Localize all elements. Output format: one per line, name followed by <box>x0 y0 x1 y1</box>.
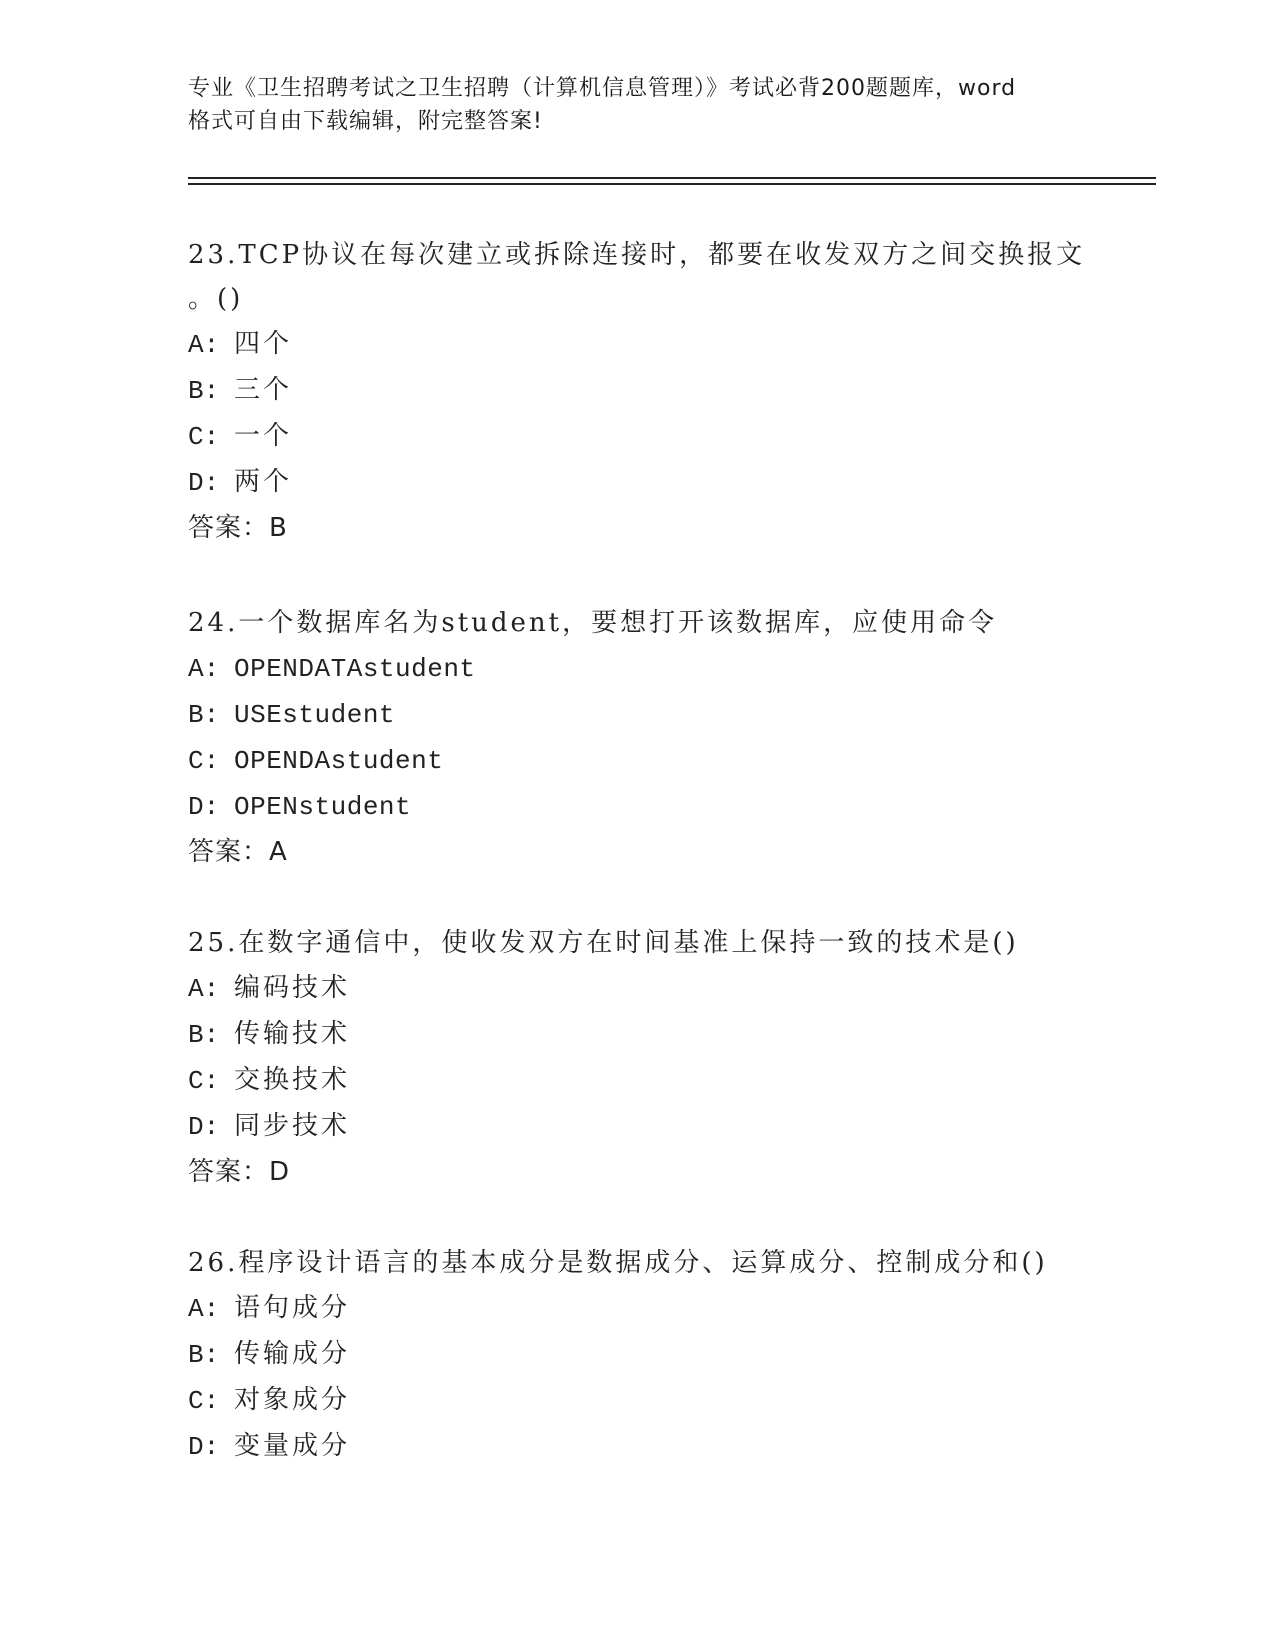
option-text: 传输技术 <box>234 1019 351 1049</box>
option-letter: B: <box>188 1020 220 1050</box>
document-header <box>188 72 1088 138</box>
option-letter: A: <box>188 330 220 360</box>
question-24 <box>188 601 1088 875</box>
option-text: OPENDAstudent <box>234 746 444 776</box>
option-letter: D: <box>188 1112 220 1142</box>
option-text: 语句成分 <box>234 1293 351 1323</box>
option-c <box>188 1377 1088 1423</box>
option-text: OPENstudent <box>234 792 412 822</box>
option-letter: A: <box>188 1294 220 1324</box>
option-letter: C: <box>188 1386 220 1416</box>
option-text: USEstudent <box>234 700 396 730</box>
option-letter: D: <box>188 1432 220 1462</box>
option-letter: C: <box>188 422 220 452</box>
option-a <box>188 965 1088 1011</box>
option-b <box>188 1331 1088 1377</box>
question-stem: 24.一个数据库名为student，要想打开该数据库，应使用命令 <box>188 608 998 638</box>
option-text: 四个 <box>234 329 293 359</box>
option-text: 变量成分 <box>234 1431 351 1461</box>
answer-line: 答案：A <box>188 837 288 867</box>
header-line-1: 专业《卫生招聘考试之卫生招聘（计算机信息管理）》考试必背200题题库，word <box>188 76 1017 101</box>
option-a <box>188 1285 1088 1331</box>
option-letter: D: <box>188 468 220 498</box>
question-23 <box>188 233 1088 551</box>
option-text: 编码技术 <box>234 973 351 1003</box>
option-d <box>188 459 1088 505</box>
option-letter: A: <box>188 654 220 684</box>
option-text: 一个 <box>234 421 293 451</box>
option-d <box>188 783 1088 829</box>
header-line-2: 格式可自由下载编辑，附完整答案! <box>188 109 543 134</box>
question-25 <box>188 921 1088 1195</box>
option-text: 对象成分 <box>234 1385 351 1415</box>
option-letter: C: <box>188 746 220 776</box>
option-letter: B: <box>188 376 220 406</box>
option-letter: B: <box>188 700 220 730</box>
option-text: 交换技术 <box>234 1065 351 1095</box>
option-text: 两个 <box>234 467 293 497</box>
option-text: OPENDATAstudent <box>234 654 476 684</box>
option-letter: C: <box>188 1066 220 1096</box>
question-stem: 23.TCP协议在每次建立或拆除连接时，都要在收发双方之间交换报文 <box>188 240 1086 270</box>
question-stem: 26.程序设计语言的基本成分是数据成分、运算成分、控制成分和() <box>188 1248 1048 1278</box>
option-d <box>188 1103 1088 1149</box>
question-stem: 25.在数字通信中，使收发双方在时间基准上保持一致的技术是() <box>188 928 1019 958</box>
option-letter: D: <box>188 792 220 822</box>
option-c <box>188 1057 1088 1103</box>
option-b <box>188 367 1088 413</box>
option-text: 同步技术 <box>234 1111 351 1141</box>
answer-line: 答案：D <box>188 1157 291 1187</box>
header-divider-bottom <box>188 183 1156 185</box>
question-stem-continued: 。() <box>188 284 244 314</box>
option-a <box>188 321 1088 367</box>
question-26 <box>188 1241 1088 1469</box>
option-d <box>188 1423 1088 1469</box>
answer-line: 答案：B <box>188 513 288 543</box>
option-text: 三个 <box>234 375 293 405</box>
option-letter: A: <box>188 974 220 1004</box>
option-text: 传输成分 <box>234 1339 351 1369</box>
option-a <box>188 645 1088 691</box>
option-c <box>188 413 1088 459</box>
option-c <box>188 737 1088 783</box>
option-letter: B: <box>188 1340 220 1370</box>
header-divider-top <box>188 177 1156 179</box>
option-b <box>188 1011 1088 1057</box>
option-b <box>188 691 1088 737</box>
